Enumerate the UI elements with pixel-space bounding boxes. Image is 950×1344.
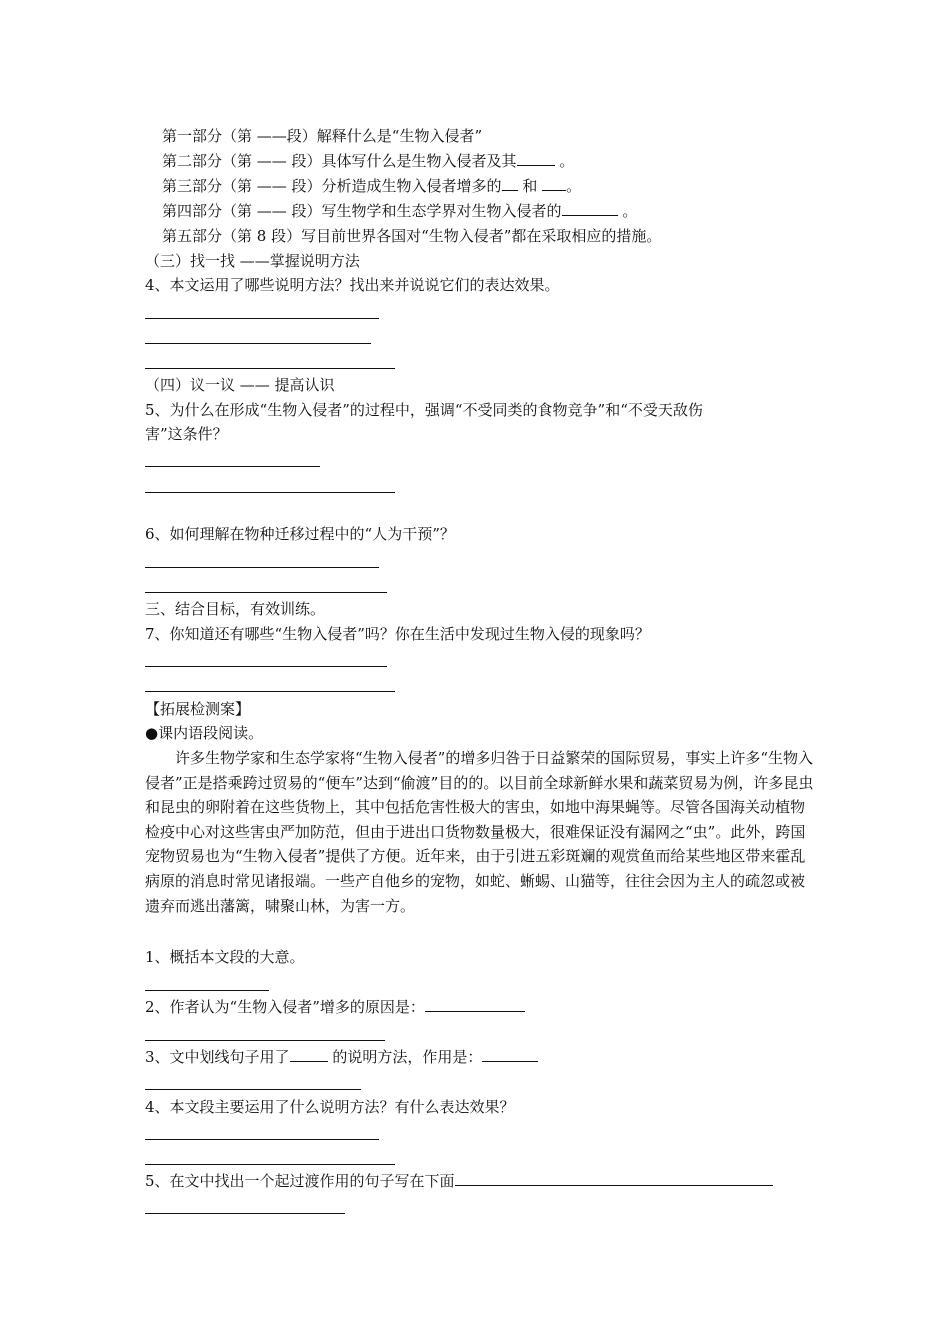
reading-title: ●课内语段阅读。 xyxy=(145,724,264,742)
part4-blank[interactable] xyxy=(562,199,618,216)
exercise-5 xyxy=(145,1169,773,1193)
question-5-line2: 害”这条件？ xyxy=(145,425,228,443)
exercise-3 xyxy=(145,1045,538,1069)
answer-line-ex5[interactable] xyxy=(145,1213,345,1214)
outline-part5: 第五部分（第 8 段）写目前世界各国对“生物入侵者”都在采取相应的措施。 xyxy=(162,227,662,245)
outline-part2-text: 第二部分（第 —— 段）具体写什么是生物入侵者及其 xyxy=(162,152,517,170)
outline-part3 xyxy=(162,174,581,198)
outline-part1: 第一部分（第 ——段）解释什么是“生物入侵者” xyxy=(162,127,483,145)
outline-part4-end: 。 xyxy=(617,202,638,220)
exercise-2-text: 2、作者认为“生物入侵者”增多的原因是： xyxy=(145,998,425,1016)
question-5-line1: 5、为什么在形成“生物入侵者”的过程中，强调“不受同类的食物竞争”和“不受天敌伤 xyxy=(145,401,703,419)
section3-title: （三）找一找 ——掌握说明方法 xyxy=(145,252,360,270)
question-4: 4、本文运用了哪些说明方法？找出来并说说它们的表达效果。 xyxy=(145,276,560,294)
answer-line-ex4-2[interactable] xyxy=(145,1164,395,1165)
outline-part3-end: 。 xyxy=(566,177,582,195)
answer-line-q4-2[interactable] xyxy=(145,343,371,344)
part3-blank-2[interactable] xyxy=(542,174,566,191)
extension-title: 【拓展检测案】 xyxy=(145,700,251,718)
exercise-3-blank-effect[interactable] xyxy=(482,1045,538,1062)
exercise-3-blank-method[interactable] xyxy=(290,1045,328,1062)
question-7: 7、你知道还有哪些“生物入侵者”吗？你在生活中发现过生物入侵的现象吗？ xyxy=(145,625,650,643)
outline-part4 xyxy=(162,199,637,223)
answer-line-q5-2[interactable] xyxy=(145,492,395,493)
part3-heading: 三、结合目标，有效训练。 xyxy=(145,600,326,618)
part2-blank[interactable] xyxy=(517,149,555,166)
part3-blank-1[interactable] xyxy=(502,174,518,191)
outline-part3-and: 和 xyxy=(517,177,543,195)
exercise-5-blank[interactable] xyxy=(455,1169,773,1186)
answer-line-q4-1[interactable] xyxy=(145,318,379,319)
section4-title: （四）议一议 —— 提高认识 xyxy=(145,376,335,394)
outline-part4-text: 第四部分（第 —— 段）写生物学和生态学界对生物入侵者的 xyxy=(162,202,562,220)
answer-line-ex1[interactable] xyxy=(145,990,269,991)
exercise-5-text: 5、在文中找出一个起过渡作用的句子写在下面 xyxy=(145,1172,455,1190)
exercise-3-text-2: 的说明方法，作用是： xyxy=(327,1048,483,1066)
answer-line-ex2[interactable] xyxy=(145,1040,385,1041)
outline-part3-text: 第三部分（第 —— 段）分析造成生物入侵者增多的 xyxy=(162,177,502,195)
reading-passage xyxy=(145,746,815,918)
exercise-3-text: 3、文中划线句子用了 xyxy=(145,1048,290,1066)
exercise-4: 4、本文段主要运用了什么说明方法？有什么表达效果？ xyxy=(145,1098,515,1116)
answer-line-q4-3[interactable] xyxy=(145,368,395,369)
answer-line-ex3[interactable] xyxy=(145,1089,361,1090)
exercise-2 xyxy=(145,995,525,1019)
answer-line-q6-1[interactable] xyxy=(145,567,379,568)
question-6: 6、如何理解在物种迁移过程中的“人为干预”？ xyxy=(145,525,455,543)
answer-line-q7-1[interactable] xyxy=(145,666,387,667)
exercise-2-blank[interactable] xyxy=(425,995,525,1012)
outline-part2-end: 。 xyxy=(554,152,575,170)
answer-line-ex4-1[interactable] xyxy=(145,1139,379,1140)
outline-part2 xyxy=(162,149,574,173)
answer-line-q5-1[interactable] xyxy=(145,466,320,467)
passage-text: 许多生物学家和生态学家将“生物入侵者”的增多归咎于日益繁荣的国际贸易，事实上许多“生物入侵者”正是搭乘跨过贸易的“便车”达到“偷渡”目的的。以目前全球新鲜水果和蔬菜贸易为例，许多昆虫和昆虫的卵附着在这些货物上，其中包括危害性极大的害虫，如地中海果蝇等。尽管各国海关动植物检疫中心对这些害虫严加防范，但由于进出口货物数量极大，很难保证没有漏网之“虫”。此外，跨国宠物贸易也为“生物入侵者”提供了方便。近年来，由于引进五彩斑斓的观赏鱼而给某些地区带来霍乱病原的消息时常见诸报端。一些产自他乡的宠物，如蛇、蜥蜴、山猫等，往往会因为主人的疏忽或被遗弃而逃出藩篱，啸聚山林，为害一方。 xyxy=(145,749,814,915)
exercise-1: 1、概括本文段的大意。 xyxy=(145,948,305,966)
answer-line-q7-2[interactable] xyxy=(145,691,395,692)
answer-line-q6-2[interactable] xyxy=(145,592,387,593)
